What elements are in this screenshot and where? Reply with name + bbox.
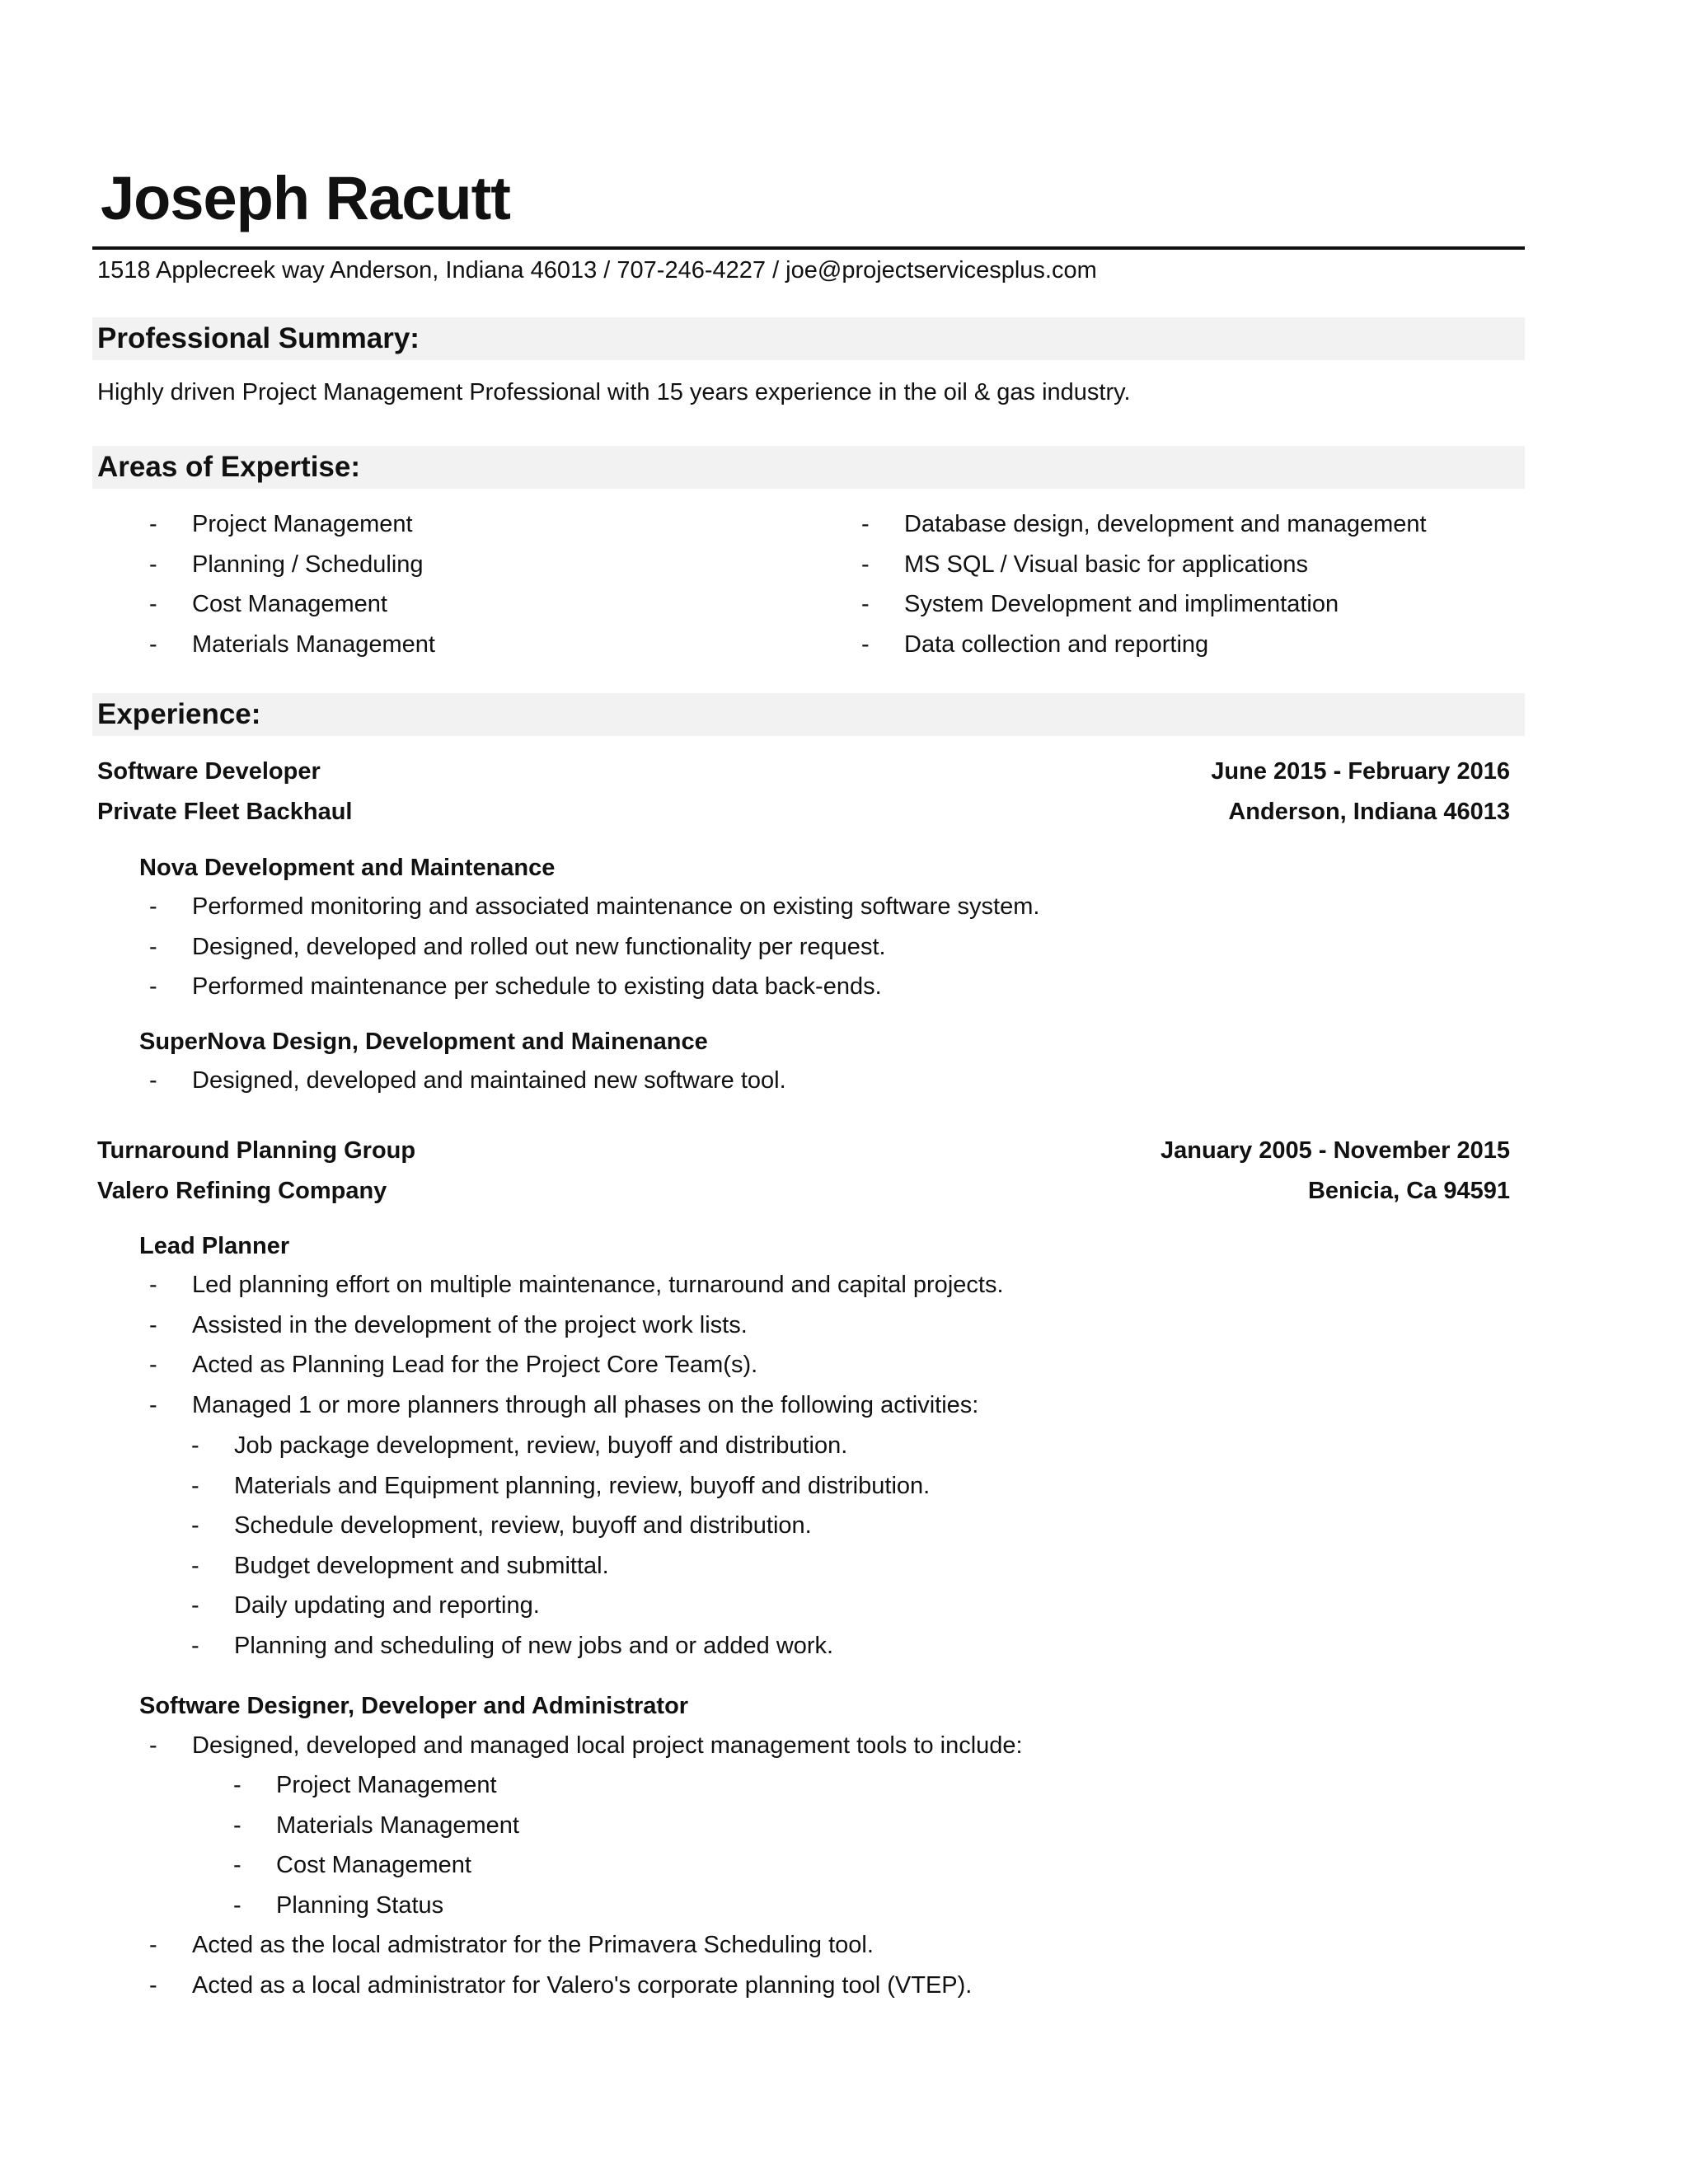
bullet-dash: -	[149, 1067, 157, 1094]
project-bullet-list	[149, 1925, 972, 2005]
expertise-item	[149, 545, 435, 585]
list-item-text: Project Management	[192, 511, 413, 537]
list-item-text: Cost Management	[192, 591, 387, 617]
list-item-text: Designed, developed and rolled out new functionality per request.	[192, 933, 886, 960]
list-item	[149, 1966, 972, 2006]
bullet-dash: -	[233, 1891, 241, 1919]
job-header	[97, 1131, 1510, 1211]
project-bullet-list	[149, 887, 1039, 1007]
bullet-dash: -	[149, 1971, 157, 1999]
name-underline	[92, 246, 1525, 250]
project-title: Nova Development and Maintenance	[139, 855, 556, 881]
list-item-text: Cost Management	[276, 1852, 471, 1878]
list-item	[149, 967, 1039, 1007]
list-item	[233, 1765, 519, 1806]
list-item	[191, 1466, 930, 1507]
list-item	[149, 1726, 1023, 1766]
list-item-text: Performed monitoring and associated maintenance on existing software system.	[192, 893, 1040, 920]
bullet-dash: -	[149, 591, 157, 617]
list-item-text: Acted as the local admistrator for the Primavera Scheduling tool.	[192, 1932, 874, 1958]
list-item-text: Materials Management	[192, 630, 435, 658]
bullet-dash: -	[149, 1732, 157, 1759]
expertise-item	[149, 625, 435, 665]
list-item-text: Led planning effort on multiple maintenance, turnaround and capital projects.	[192, 1272, 1004, 1298]
section-header-experience: Experience:	[92, 693, 1525, 736]
list-item	[191, 1626, 930, 1666]
bullet-dash: -	[149, 893, 157, 920]
list-item	[149, 1345, 1004, 1385]
list-item	[233, 1806, 519, 1846]
job-dates: June 2015 - February 2016	[1211, 758, 1510, 785]
list-item-text: Daily updating and reporting.	[234, 1592, 540, 1619]
list-item	[149, 927, 1039, 968]
bullet-dash: -	[191, 1472, 199, 1499]
bullet-dash: -	[149, 1311, 157, 1338]
list-item-text: Planning and scheduling of new jobs and or added work.	[234, 1632, 834, 1659]
job-title: Software Developer	[97, 758, 321, 785]
list-item	[149, 1265, 1004, 1305]
section-header-expertise: Areas of Expertise:	[92, 446, 1525, 489]
bullet-dash: -	[191, 1552, 199, 1579]
bullet-dash: -	[149, 1391, 157, 1418]
job-dates: January 2005 - November 2015	[1160, 1137, 1510, 1164]
contact-line: 1518 Applecreek way Anderson, Indiana 46013 / 707-246-4227 / joe@projectservicesplus.com	[97, 257, 1097, 284]
project-bullet-list	[149, 1061, 786, 1101]
list-item-text: Designed, developed and managed local project management tools to include:	[192, 1732, 1023, 1759]
project-title: Lead Planner	[139, 1233, 290, 1259]
candidate-name: Joseph Racutt	[101, 164, 510, 232]
bullet-dash: -	[191, 1632, 199, 1659]
list-item-text: Designed, developed and maintained new software tool.	[192, 1067, 786, 1094]
expertise-item	[861, 504, 1427, 545]
project-title: Software Designer, Developer and Administrator	[139, 1693, 689, 1719]
sub-bullet-list	[191, 1426, 930, 1666]
project-title: SuperNova Design, Development and Mainenance	[139, 1029, 708, 1055]
bullet-dash: -	[861, 630, 870, 658]
job-company: Private Fleet Backhaul	[97, 798, 353, 825]
bullet-dash: -	[861, 591, 870, 617]
job-location: Anderson, Indiana 46013	[1228, 798, 1510, 825]
list-item-text: Planning / Scheduling	[192, 551, 424, 578]
bullet-dash: -	[861, 551, 870, 578]
bullet-dash: -	[149, 973, 157, 1000]
list-item-text: Budget development and submittal.	[234, 1552, 609, 1579]
list-item	[149, 1385, 1004, 1426]
job-company: Valero Refining Company	[97, 1177, 387, 1204]
bullet-dash: -	[149, 551, 157, 578]
list-item-text: Materials and Equipment planning, review, buyoff and distribution.	[234, 1472, 931, 1499]
section-header-summary: Professional Summary:	[92, 317, 1525, 360]
list-item-text: Acted as Planning Lead for the Project Core Team(s).	[192, 1352, 758, 1378]
list-item-text: Schedule development, review, buyoff and distribution.	[234, 1512, 812, 1539]
job-header	[97, 752, 1510, 832]
list-item-text: Assisted in the development of the project work lists.	[192, 1311, 748, 1338]
bullet-dash: -	[861, 511, 870, 537]
summary-text: Highly driven Project Management Professional with 15 years experience in the oil & gas industry.	[97, 379, 1131, 405]
bullet-dash: -	[149, 630, 157, 658]
bullet-dash: -	[149, 1272, 157, 1298]
list-item-text: Acted as a local administrator for Valero's corporate planning tool (VTEP).	[192, 1971, 973, 1999]
list-item-text: Planning Status	[276, 1891, 444, 1919]
list-item	[149, 1925, 972, 1966]
list-item	[233, 1886, 519, 1926]
bullet-dash: -	[233, 1772, 241, 1798]
sub-bullet-list	[233, 1765, 519, 1925]
list-item-text: Data collection and reporting	[904, 630, 1209, 658]
job-title: Turnaround Planning Group	[97, 1137, 416, 1164]
expertise-list-right	[861, 504, 1427, 664]
bullet-dash: -	[191, 1592, 199, 1619]
list-item	[191, 1586, 930, 1626]
expertise-list-left	[149, 504, 435, 664]
job-location: Benicia, Ca 94591	[1307, 1177, 1510, 1204]
list-item	[191, 1546, 930, 1586]
bullet-dash: -	[191, 1432, 199, 1459]
list-item-text: Managed 1 or more planners through all phases on the following activities:	[192, 1391, 979, 1418]
bullet-dash: -	[149, 1352, 157, 1378]
list-item-text: Project Management	[276, 1772, 497, 1798]
list-item-text: Performed maintenance per schedule to existing data back-ends.	[192, 973, 882, 1000]
list-item	[149, 1061, 786, 1101]
bullet-dash: -	[191, 1512, 199, 1539]
list-item-text: System Development and implimentation	[904, 591, 1339, 617]
list-item-text: MS SQL / Visual basic for applications	[904, 551, 1309, 578]
project-bullet-list	[149, 1726, 1023, 1766]
list-item-text: Database design, development and management	[904, 511, 1427, 537]
bullet-dash: -	[149, 933, 157, 960]
bullet-dash: -	[233, 1852, 241, 1878]
project-bullet-list	[149, 1265, 1004, 1425]
bullet-dash: -	[149, 511, 157, 537]
bullet-dash: -	[233, 1811, 241, 1839]
expertise-item	[149, 504, 435, 545]
expertise-item	[861, 584, 1427, 625]
list-item	[233, 1845, 519, 1886]
list-item	[149, 887, 1039, 927]
list-item	[191, 1506, 930, 1546]
expertise-item	[861, 625, 1427, 665]
list-item	[149, 1305, 1004, 1346]
bullet-dash: -	[149, 1932, 157, 1958]
expertise-item	[149, 584, 435, 625]
list-item-text: Job package development, review, buyoff and distribution.	[234, 1432, 848, 1459]
list-item	[191, 1426, 930, 1466]
list-item-text: Materials Management	[276, 1811, 519, 1839]
expertise-item	[861, 545, 1427, 585]
